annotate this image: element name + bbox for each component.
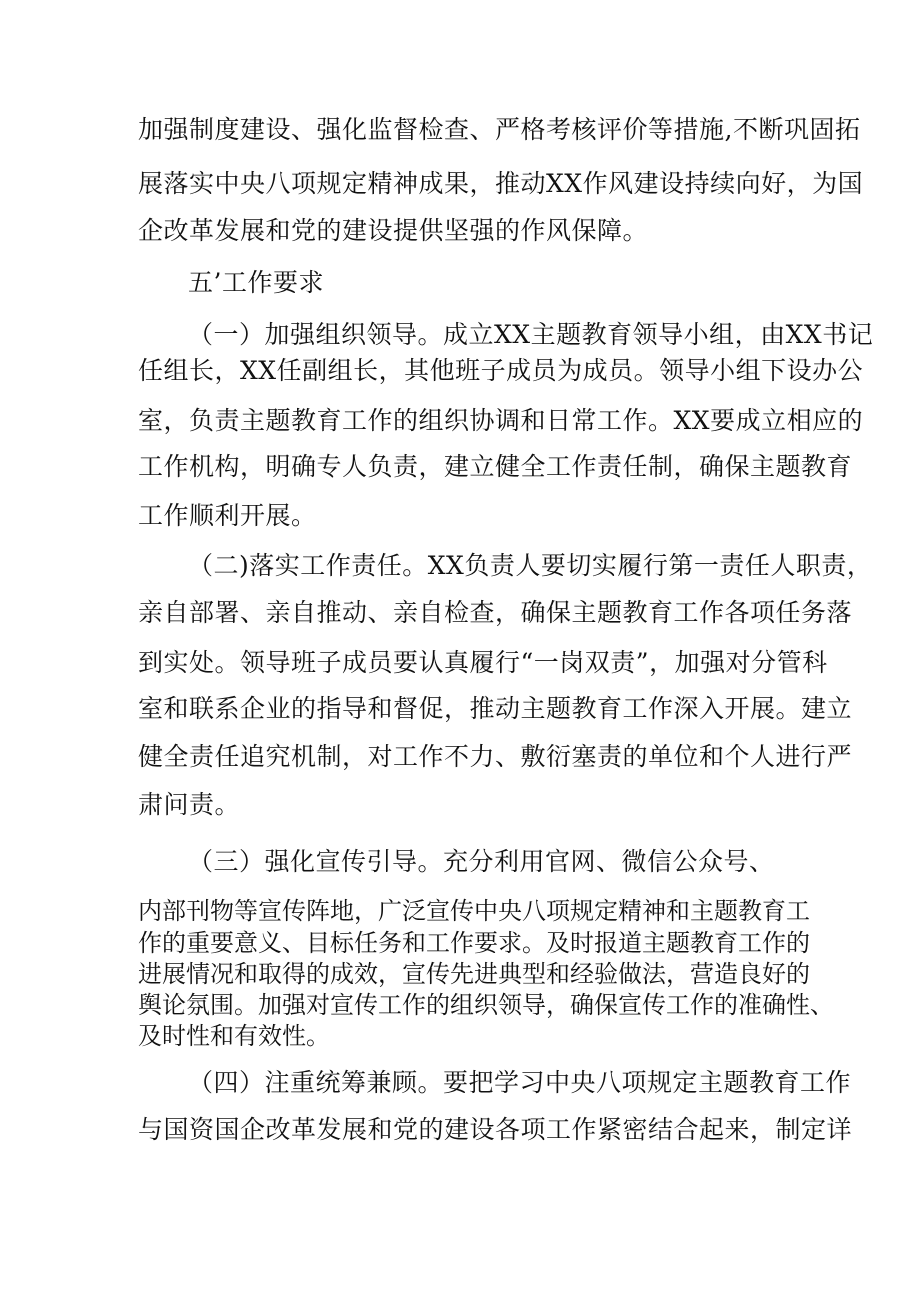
paragraph-line: （三）强化宣传引导。充分利用官网、微信公众号、 xyxy=(188,847,775,876)
paragraph-line: 及时性和有效性。 xyxy=(138,1022,330,1050)
paragraph-line: 进展情况和取得的成效，宣传先进典型和经验做法，营造良好的 xyxy=(138,960,810,988)
paragraph-line: 内部刊物等宣传阵地，广泛宣传中央八项规定精神和主题教育工 xyxy=(138,897,810,925)
section-heading: 五’工作要求 xyxy=(188,268,324,297)
paragraph-line: 健全责任追究机制，对工作不力、敷衍塞责的单位和个人进行严 xyxy=(138,742,853,771)
paragraph-line: 工作顺利开展。 xyxy=(138,501,317,530)
paragraph-line: 加强制度建设、强化监督检查、严格考核评价等措施,不断巩固拓 xyxy=(138,115,861,144)
paragraph-line: 与国资国企改革发展和党的建设各项工作紧密结合起来，制定详 xyxy=(138,1115,853,1144)
paragraph-line: 作的重要意义、目标任务和工作要求。及时报道主题教育工作的 xyxy=(138,929,810,957)
paragraph-line: 亲自部署、亲自推动、亲自检查，确保主题教育工作各项任务落 xyxy=(138,598,853,627)
paragraph-line: 肃问责。 xyxy=(138,790,241,819)
paragraph-line: （二)落实工作责任。XX负责人要切实履行第一责任人职责， xyxy=(188,551,873,580)
paragraph-line: 企改革发展和党的建设提供坚强的作风保障。 xyxy=(138,216,649,245)
paragraph-line: 舆论氛围。加强对宣传工作的组织领导，确保宣传工作的准确性、 xyxy=(138,991,834,1019)
paragraph-line: 室，负责主题教育工作的组织协调和日常工作。XX要成立相应的 xyxy=(138,406,864,435)
paragraph-line: 任组长，XX任副组长，其他班子成员为成员。领导小组下设办公 xyxy=(138,356,864,385)
paragraph-line: 到实处。领导班子成员要认真履行“一岗双责”，加强对分管科 xyxy=(138,648,828,677)
paragraph-line: （四）注重统筹兼顾。要把学习中央八项规定主题教育工作 xyxy=(188,1068,852,1097)
paragraph-line: 室和联系企业的指导和督促，推动主题教育工作深入开展。建立 xyxy=(138,694,853,723)
paragraph-line: 工作机构，明确专人负责，建立健全工作责任制，确保主题教育 xyxy=(138,452,853,481)
paragraph-line: 展落实中央八项规定精神成果，推动XX作风建设持续向好，为国 xyxy=(138,169,864,198)
paragraph-line: （一）加强组织领导。成立XX主题教育领导小组，由XX书记 xyxy=(188,320,874,349)
